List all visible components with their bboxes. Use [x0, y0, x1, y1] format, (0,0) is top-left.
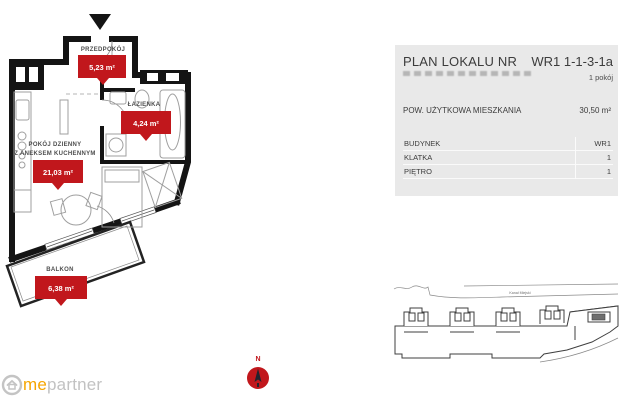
room-name-lazienka: ŁAZIENKA — [127, 102, 161, 108]
table-row-pietro — [403, 165, 613, 179]
room-name-pokoj-dzienny-2: Z ANEKSEM KUCHENNYM — [14, 151, 96, 157]
svg-text:6,38 m²: 6,38 m² — [48, 284, 74, 293]
row-value: 1 — [606, 153, 611, 162]
row-value: WR1 — [594, 139, 611, 148]
site-plan-drawing — [392, 280, 620, 398]
north-compass — [240, 356, 276, 394]
redacted-investment-name — [403, 71, 531, 76]
table-column-divider — [575, 137, 576, 179]
window — [120, 207, 156, 224]
canal-label: Kanał Miejski — [509, 291, 531, 295]
area-badge-lazienka — [121, 111, 171, 141]
row-label: KLATKA — [404, 153, 433, 162]
mepartner-logo — [1, 373, 102, 397]
svg-text:4,24 m²: 4,24 m² — [133, 119, 159, 128]
room-name-przedpokoj: PRZEDPOKÓJ — [80, 47, 126, 53]
area-badge-przedpokoj — [78, 55, 126, 85]
logo-text-me: me — [23, 375, 48, 394]
row-label: BUDYNEK — [404, 139, 441, 148]
table-row-klatka — [403, 151, 613, 165]
stair-module — [540, 306, 564, 324]
usable-area-label: POW. UŻYTKOWA MIESZKANIA — [403, 106, 522, 115]
svg-text:21,03 m²: 21,03 m² — [42, 168, 74, 177]
row-value: 1 — [606, 167, 611, 176]
entrance-arrow-icon — [89, 14, 111, 30]
area-badge-balkon — [35, 276, 87, 306]
area-badge-pokoj-dzienny — [33, 160, 83, 190]
logo-text-partner: partner — [47, 375, 103, 394]
home-circle-icon — [1, 374, 23, 396]
highlighted-unit-marker — [592, 314, 605, 320]
canal-lines — [394, 284, 618, 298]
room-name-balkon: BALKON — [46, 267, 74, 273]
panel-title: PLAN LOKALU NR — [403, 54, 518, 69]
table-row-budynek — [403, 137, 613, 151]
unit-info-panel — [395, 45, 618, 196]
unit-attributes-table — [403, 137, 613, 179]
compass-icon — [240, 364, 276, 394]
room-name-pokoj-dzienny: POKÓJ DZIENNY — [28, 142, 82, 148]
rooms-count: 1 pokój — [588, 73, 613, 82]
svg-text:5,23 m²: 5,23 m² — [89, 63, 115, 72]
building-footprint — [395, 306, 618, 362]
usable-area-value: 30,50 m² — [579, 106, 611, 115]
unit-number: WR1 1-1-3-1a — [531, 54, 613, 69]
row-label: PIĘTRO — [404, 167, 432, 176]
floorplan-drawing — [2, 4, 207, 334]
north-label: N — [255, 356, 261, 363]
